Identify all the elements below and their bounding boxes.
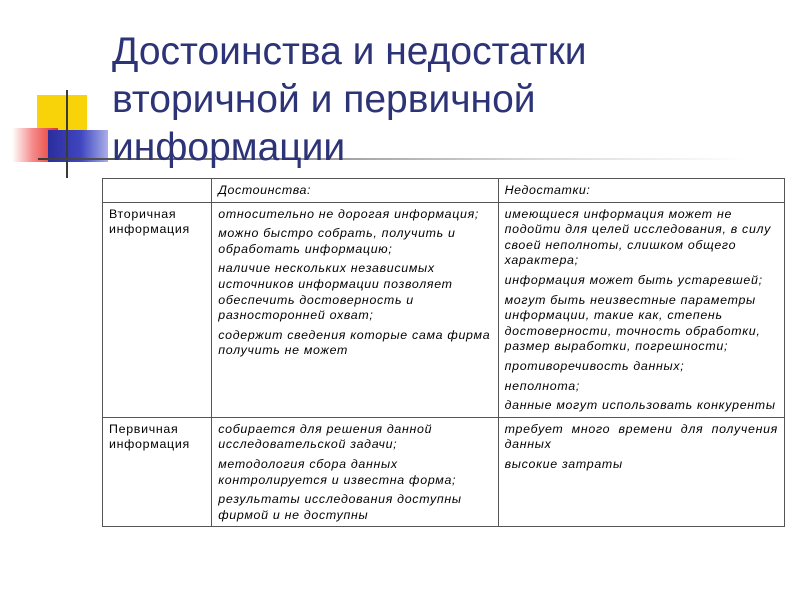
list-item: собирается для решения данной исследовательской задачи; [218, 421, 433, 452]
table-row [103, 202, 785, 417]
list-item: противоречивость данных; [504, 358, 685, 373]
list-item: можно быстро собрать, получить и обработать информацию; [218, 226, 456, 256]
primary-advantages-cell [212, 417, 498, 527]
list-item: результаты исследования доступны фирмой и не доступны [218, 492, 462, 522]
list-item: методология сбора данных контролируется и известна форма; [218, 456, 457, 487]
list-item: имеющиеся информация может не подойти для целей исследования, в силу своей неполноты, слишком общего характера; [504, 206, 771, 268]
list-item: могут быть неизвестные параметры информации, такие как, степень достоверности, точность обработки, размер выработки, погрешности; [504, 292, 761, 354]
header-disadvantages: Недостатки: [498, 179, 784, 203]
secondary-advantages-cell [212, 202, 498, 417]
secondary-disadvantages-cell [498, 202, 784, 417]
comparison-table [102, 178, 785, 527]
row-label-secondary: Вторичная информация [103, 202, 212, 417]
table-row [103, 417, 785, 527]
primary-disadvantages-cell [498, 417, 784, 527]
list-item: относительно не дорогая информация; [218, 206, 480, 221]
header-advantages: Достоинства: [212, 179, 498, 203]
header-empty-cell [103, 179, 212, 203]
list-item: информация может быть устаревшей; [504, 272, 763, 287]
row-label-primary: Первичная информация [103, 417, 212, 527]
decor-vertical-line [66, 90, 68, 178]
list-item: данные могут использовать конкуренты [504, 398, 776, 413]
list-item: содержит сведения которые сама фирма получить не может [218, 327, 491, 358]
slide-title: Достоинства и недостатки вторичной и первичной информации [112, 30, 587, 169]
list-item: наличие нескольких независимых источников информации позволяет обеспечить достоверность и разносторонней охват; [218, 261, 453, 323]
list-item: высокие затраты [504, 456, 623, 471]
list-item: требует много времени для получения данных [504, 421, 778, 452]
table-header-row [103, 179, 785, 203]
list-item: неполнота; [504, 378, 580, 393]
